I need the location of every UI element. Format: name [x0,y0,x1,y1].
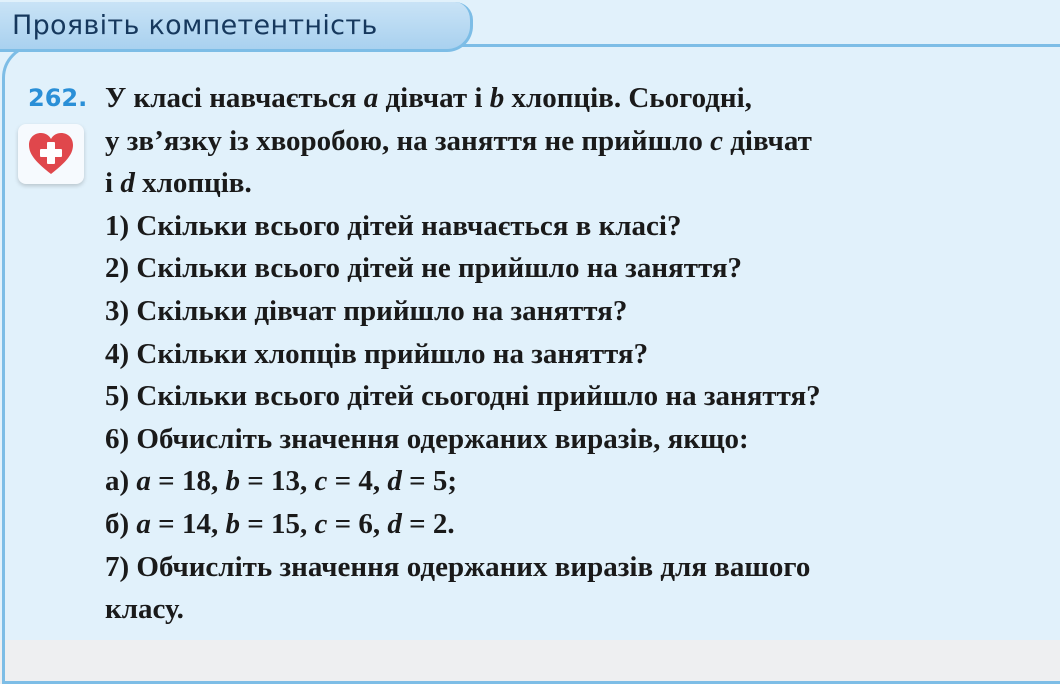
variable: d [387,508,402,540]
text-segment: = 14, [150,508,226,540]
text-segment: = 4, [327,465,388,498]
question-line [105,210,681,243]
section-banner [0,2,473,52]
text-segment: = 15, [239,508,315,540]
question-line [105,338,648,371]
text-segment: 1) Скільки всього дітей навчається в класі? [105,209,682,242]
question-line [105,465,457,498]
question-line [105,295,627,328]
text-segment: б) [105,508,137,540]
question-line [105,593,184,626]
text-segment: 3) Скільки дівчат прийшло на заняття? [105,295,628,327]
question-line [105,252,742,285]
variable: b [489,82,505,114]
variable: d [120,167,135,200]
text-segment: = 13, [239,465,315,498]
variable: b [225,508,240,540]
text-segment: дівчат і [378,82,490,114]
text-segment: хлопців. Сьогодні, [504,82,752,114]
intro-line [105,167,252,200]
variable: a [363,82,379,114]
text-segment: = 18, [150,465,226,498]
variable: a [136,465,151,498]
task-number: 262. [28,84,88,112]
text-segment: 6) Обчисліть значення одержаних виразів, якщо: [105,422,749,455]
text-segment: і [105,167,121,200]
text-segment: 4) Скільки хлопців прийшло на заняття? [105,337,649,370]
text-segment: У класі навчається [105,82,364,114]
variable: b [225,465,240,498]
intro-line [105,82,752,115]
question-line [105,380,821,413]
question-line [105,551,810,584]
text-segment: = 6, [327,508,388,540]
text-segment: 2) Скільки всього дітей не прийшло на заняття? [105,252,743,285]
text-segment: дівчат [722,124,812,157]
question-line [105,508,455,541]
text-segment: класу. [105,593,184,626]
text-segment: 5) Скільки всього дітей сьогодні прийшло на заняття? [105,380,821,413]
variable: a [136,508,151,540]
text-segment: = 5; [401,465,458,498]
variable: c [314,508,328,540]
text-segment: а) [105,465,137,498]
text-segment: = 2. [401,508,455,540]
variable: d [387,465,402,498]
variable: c [710,124,723,157]
intro-line [105,125,812,158]
question-line [105,423,749,456]
variable: c [314,465,328,498]
text-segment: 7) Обчисліть значення одержаних виразів для вашого [105,550,811,583]
text-segment: хлопців. [134,167,252,200]
text-segment: у зв’язку із хворобою, на заняття не прийшло [105,124,711,157]
health-heart-icon [18,124,84,184]
section-title: Проявіть компетентність [12,10,378,41]
